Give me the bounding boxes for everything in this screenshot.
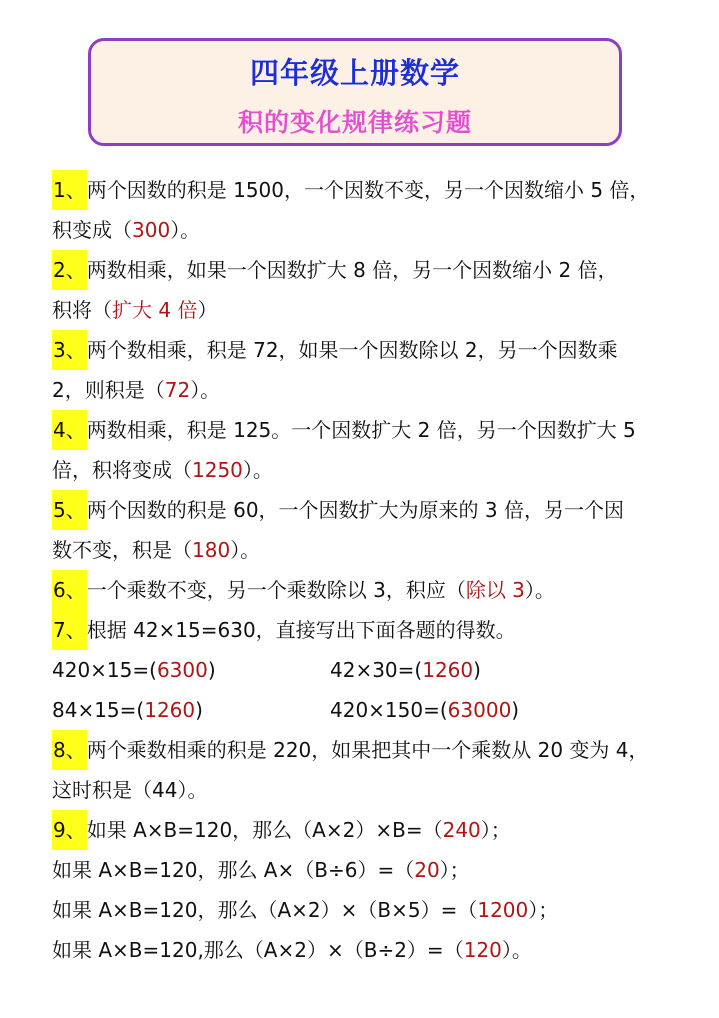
question-1-line-2: [52, 210, 682, 250]
answer: 除以 3: [465, 578, 525, 602]
title-box: [88, 38, 622, 146]
question-number: 1、: [52, 170, 87, 210]
question-5-line-2: [52, 530, 682, 570]
calc-item: 420×15=(6300): [52, 658, 216, 682]
question-text: 如果 A×B=120，那么（A×2）×（B×5）=（: [52, 898, 478, 922]
answer: 1250: [192, 458, 243, 482]
question-number: 4、: [52, 410, 87, 450]
question-text: ）: [197, 298, 218, 322]
question-number: 5、: [52, 490, 87, 530]
question-text: 根据 42×15=630，直接写出下面各题的得数。: [86, 618, 516, 642]
question-text: ）；: [439, 858, 470, 882]
calc-item: 42×30=(1260): [330, 658, 481, 682]
answer: 180: [192, 538, 231, 562]
question-7-row-2: [52, 690, 682, 730]
question-text: 这时积是（44）。: [52, 778, 208, 802]
question-text: 倍，积将变成（: [52, 458, 192, 482]
calc-item: 420×150=(63000): [330, 698, 520, 722]
answer: 240: [442, 818, 481, 842]
question-list: [52, 170, 682, 970]
question-text: 两个乘数相乘的积是 220，如果把其中一个乘数从 20 变为 4，: [86, 738, 649, 762]
question-text: 一个乘数不变，另一个乘数除以 3，积应（: [86, 578, 466, 602]
calc-item: 84×15=(1260): [52, 698, 203, 722]
question-number: 9、: [52, 810, 87, 850]
question-number: 7、: [52, 610, 87, 650]
question-text: ）。: [170, 218, 201, 242]
question-text: 积将（: [52, 298, 112, 322]
question-number: 2、: [52, 250, 87, 290]
question-number: 6、: [52, 570, 87, 610]
question-text: ）。: [230, 538, 261, 562]
question-text: ）；: [480, 818, 511, 842]
question-5-line-1: [52, 490, 682, 530]
question-text: ）。: [242, 458, 273, 482]
question-2-line-1: [52, 250, 682, 290]
answer: 6300: [156, 658, 208, 682]
answer: 63000: [447, 698, 512, 722]
question-8-line-2: [52, 770, 682, 810]
question-text: 如果 A×B=120,那么（A×2）×（B÷2）=（: [52, 938, 464, 962]
answer: 1200: [477, 898, 529, 922]
question-text: ）。: [190, 378, 221, 402]
page-title: 四年级上册数学: [249, 56, 460, 90]
question-3-line-2: [52, 370, 682, 410]
question-text: 如果 A×B=120，那么（A×2）×B=（: [86, 818, 443, 842]
answer: 20: [414, 858, 440, 882]
question-text: ）。: [501, 938, 532, 962]
question-text: ）。: [524, 578, 555, 602]
question-7-line-1: [52, 610, 682, 650]
question-9-line-4: [52, 930, 682, 970]
answer: 扩大 4 倍: [112, 298, 198, 322]
question-number: 8、: [52, 730, 87, 770]
question-text: 两个因数的积是 60，一个因数扩大为原来的 3 倍，另一个因: [86, 498, 624, 522]
question-text: 数不变，积是（: [52, 538, 192, 562]
question-9-line-1: [52, 810, 682, 850]
answer: 1260: [422, 658, 474, 682]
question-text: 两数相乘，如果一个因数扩大 8 倍，另一个因数缩小 2 倍，: [86, 258, 618, 282]
answer: 120: [463, 938, 502, 962]
answer: 300: [132, 218, 171, 242]
question-6-line-1: [52, 570, 682, 610]
question-4-line-2: [52, 450, 682, 490]
question-9-line-2: [52, 850, 682, 890]
question-8-line-1: [52, 730, 682, 770]
question-text: 2，则积是（: [52, 378, 165, 402]
question-4-line-1: [52, 410, 682, 450]
question-text: 两个数相乘，积是 72，如果一个因数除以 2，另一个因数乘: [86, 338, 618, 362]
question-text: 如果 A×B=120，那么 A×（B÷6）=（: [52, 858, 415, 882]
question-2-line-2: [52, 290, 682, 330]
question-1-line-1: [52, 170, 682, 210]
question-number: 3、: [52, 330, 87, 370]
answer: 72: [164, 378, 191, 402]
answer: 1260: [144, 698, 196, 722]
question-text: 两个因数的积是 1500，一个因数不变，另一个因数缩小 5 倍，: [86, 178, 650, 202]
question-text: ）；: [528, 898, 559, 922]
question-9-line-3: [52, 890, 682, 930]
question-text: 积变成（: [52, 218, 132, 242]
question-text: 两数相乘，积是 125。一个因数扩大 2 倍，另一个因数扩大 5: [86, 418, 636, 442]
page-subtitle: 积的变化规律练习题: [237, 108, 472, 137]
question-7-row-1: [52, 650, 682, 690]
question-3-line-1: [52, 330, 682, 370]
